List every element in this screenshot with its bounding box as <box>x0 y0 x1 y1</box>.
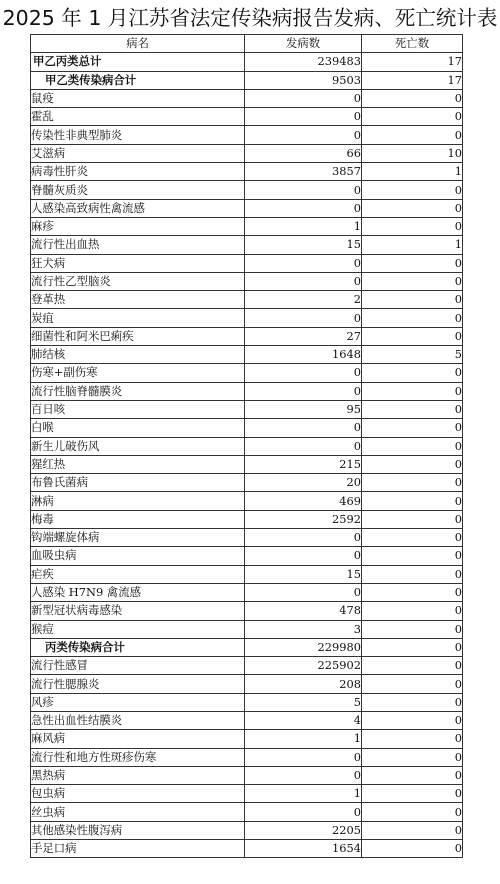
table-row <box>31 693 463 711</box>
table-row <box>31 199 463 217</box>
disease-name-cell: 包虫病 <box>31 785 245 803</box>
cases-cell: 0 <box>245 437 362 455</box>
cases-cell: 215 <box>245 455 362 473</box>
disease-name-cell: 肺结核 <box>31 346 245 364</box>
table-row <box>31 217 463 235</box>
deaths-cell: 0 <box>362 181 463 199</box>
disease-name-cell: 布鲁氏菌病 <box>31 474 245 492</box>
table-row <box>31 821 463 839</box>
table-body <box>31 53 463 858</box>
table-row <box>31 620 463 638</box>
disease-name-cell: 麻风病 <box>31 730 245 748</box>
cases-cell: 5 <box>245 693 362 711</box>
disease-name-cell: 甲乙类传染病合计 <box>31 71 245 89</box>
deaths-cell: 0 <box>362 400 463 418</box>
cases-cell: 2592 <box>245 510 362 528</box>
cases-cell: 0 <box>245 108 362 126</box>
cases-cell: 0 <box>245 199 362 217</box>
cases-cell: 66 <box>245 144 362 162</box>
table-row <box>31 602 463 620</box>
deaths-cell: 0 <box>362 327 463 345</box>
cases-cell: 0 <box>245 419 362 437</box>
cases-cell: 0 <box>245 547 362 565</box>
disease-name-cell: 人感染 H7N9 禽流感 <box>31 583 245 601</box>
cases-cell: 3857 <box>245 163 362 181</box>
deaths-cell: 0 <box>362 217 463 235</box>
cases-cell: 0 <box>245 272 362 290</box>
table-row <box>31 291 463 309</box>
cases-cell: 20 <box>245 474 362 492</box>
table-row <box>31 400 463 418</box>
deaths-cell: 0 <box>362 638 463 656</box>
table-row <box>31 547 463 565</box>
deaths-cell: 0 <box>362 840 463 858</box>
table-row <box>31 803 463 821</box>
deaths-cell: 1 <box>362 236 463 254</box>
cases-cell: 0 <box>245 309 362 327</box>
disease-name-cell: 梅毒 <box>31 510 245 528</box>
cases-cell: 0 <box>245 89 362 107</box>
disease-name-cell: 艾滋病 <box>31 144 245 162</box>
cases-cell: 239483 <box>245 53 362 71</box>
table-row <box>31 711 463 729</box>
cases-cell: 95 <box>245 400 362 418</box>
deaths-cell: 0 <box>362 199 463 217</box>
disease-name-cell: 霍乱 <box>31 108 245 126</box>
deaths-cell: 0 <box>362 602 463 620</box>
table-row <box>31 492 463 510</box>
table-row <box>31 272 463 290</box>
table-row <box>31 327 463 345</box>
cases-cell: 478 <box>245 602 362 620</box>
disease-name-cell: 甲乙丙类总计 <box>31 53 245 71</box>
table-header-row <box>31 35 463 53</box>
table-row <box>31 840 463 858</box>
disease-name-cell: 流行性脑脊髓膜炎 <box>31 382 245 400</box>
deaths-cell: 0 <box>362 821 463 839</box>
cases-cell: 0 <box>245 529 362 547</box>
cases-cell: 0 <box>245 748 362 766</box>
table-row <box>31 529 463 547</box>
table-row <box>31 144 463 162</box>
table-row <box>31 748 463 766</box>
header-cases: 发病数 <box>245 35 362 53</box>
deaths-cell: 0 <box>362 565 463 583</box>
cases-cell: 2 <box>245 291 362 309</box>
disease-name-cell: 流行性出血热 <box>31 236 245 254</box>
cases-cell: 469 <box>245 492 362 510</box>
deaths-cell: 0 <box>362 309 463 327</box>
deaths-cell: 0 <box>362 730 463 748</box>
table-row <box>31 766 463 784</box>
disease-name-cell: 丙类传染病合计 <box>31 638 245 656</box>
page-title: 2025 年 1 月江苏省法定传染病报告发病、死亡统计表 <box>2 6 498 30</box>
subtotal-row <box>31 71 463 89</box>
table-row <box>31 236 463 254</box>
disease-name-cell: 传染性非典型肺炎 <box>31 126 245 144</box>
deaths-cell: 0 <box>362 529 463 547</box>
table-row <box>31 455 463 473</box>
table-row <box>31 675 463 693</box>
cases-cell: 4 <box>245 711 362 729</box>
table-row <box>31 108 463 126</box>
disease-name-cell: 细菌性和阿米巴痢疾 <box>31 327 245 345</box>
deaths-cell: 0 <box>362 272 463 290</box>
table-row <box>31 364 463 382</box>
cases-cell: 0 <box>245 382 362 400</box>
disease-name-cell: 其他感染性腹泻病 <box>31 821 245 839</box>
cases-cell: 0 <box>245 364 362 382</box>
disease-name-cell: 疟疾 <box>31 565 245 583</box>
disease-name-cell: 钩端螺旋体病 <box>31 529 245 547</box>
disease-name-cell: 丝虫病 <box>31 803 245 821</box>
deaths-cell: 0 <box>362 474 463 492</box>
cases-cell: 15 <box>245 236 362 254</box>
cases-cell: 27 <box>245 327 362 345</box>
disease-name-cell: 血吸虫病 <box>31 547 245 565</box>
deaths-cell: 0 <box>362 711 463 729</box>
table-row <box>31 583 463 601</box>
table-row <box>31 309 463 327</box>
deaths-cell: 0 <box>362 419 463 437</box>
deaths-cell: 0 <box>362 803 463 821</box>
cases-cell: 0 <box>245 766 362 784</box>
disease-name-cell: 麻疹 <box>31 217 245 235</box>
disease-name-cell: 淋病 <box>31 492 245 510</box>
disease-name-cell: 黑热病 <box>31 766 245 784</box>
disease-name-cell: 猩红热 <box>31 455 245 473</box>
cases-cell: 225902 <box>245 657 362 675</box>
table-row <box>31 181 463 199</box>
cases-cell: 2205 <box>245 821 362 839</box>
deaths-cell: 5 <box>362 346 463 364</box>
disease-name-cell: 流行性乙型脑炎 <box>31 272 245 290</box>
deaths-cell: 0 <box>362 675 463 693</box>
deaths-cell: 0 <box>362 364 463 382</box>
cases-cell: 3 <box>245 620 362 638</box>
deaths-cell: 17 <box>362 53 463 71</box>
disease-name-cell: 登革热 <box>31 291 245 309</box>
deaths-cell: 0 <box>362 583 463 601</box>
deaths-cell: 0 <box>362 455 463 473</box>
deaths-cell: 0 <box>362 785 463 803</box>
deaths-cell: 17 <box>362 71 463 89</box>
header-disease-name: 病名 <box>31 35 245 53</box>
deaths-cell: 0 <box>362 510 463 528</box>
summary-row <box>31 53 463 71</box>
deaths-cell: 0 <box>362 291 463 309</box>
disease-name-cell: 风疹 <box>31 693 245 711</box>
table-row <box>31 89 463 107</box>
deaths-cell: 0 <box>362 693 463 711</box>
deaths-cell: 0 <box>362 620 463 638</box>
disease-name-cell: 手足口病 <box>31 840 245 858</box>
table-row <box>31 382 463 400</box>
table-row <box>31 785 463 803</box>
table-row <box>31 510 463 528</box>
disease-name-cell: 病毒性肝炎 <box>31 163 245 181</box>
deaths-cell: 0 <box>362 766 463 784</box>
cases-cell: 229980 <box>245 638 362 656</box>
deaths-cell: 0 <box>362 492 463 510</box>
cases-cell: 1648 <box>245 346 362 364</box>
disease-name-cell: 人感染高致病性禽流感 <box>31 199 245 217</box>
subtotal-row <box>31 638 463 656</box>
disease-name-cell: 脊髓灰质炎 <box>31 181 245 199</box>
deaths-cell: 0 <box>362 657 463 675</box>
table-row <box>31 730 463 748</box>
disease-name-cell: 白喉 <box>31 419 245 437</box>
disease-name-cell: 狂犬病 <box>31 254 245 272</box>
cases-cell: 0 <box>245 583 362 601</box>
deaths-cell: 0 <box>362 437 463 455</box>
cases-cell: 208 <box>245 675 362 693</box>
cases-cell: 15 <box>245 565 362 583</box>
disease-name-cell: 急性出血性结膜炎 <box>31 711 245 729</box>
deaths-cell: 0 <box>362 126 463 144</box>
table-row <box>31 163 463 181</box>
disease-name-cell: 百日咳 <box>31 400 245 418</box>
cases-cell: 1654 <box>245 840 362 858</box>
deaths-cell: 0 <box>362 547 463 565</box>
cases-cell: 1 <box>245 785 362 803</box>
disease-name-cell: 猴痘 <box>31 620 245 638</box>
table-row <box>31 254 463 272</box>
disease-name-cell: 鼠疫 <box>31 89 245 107</box>
table-row <box>31 474 463 492</box>
disease-name-cell: 新型冠状病毒感染 <box>31 602 245 620</box>
disease-name-cell: 流行性和地方性斑疹伤寒 <box>31 748 245 766</box>
disease-name-cell: 新生儿破伤风 <box>31 437 245 455</box>
deaths-cell: 0 <box>362 89 463 107</box>
cases-cell: 0 <box>245 181 362 199</box>
cases-cell: 0 <box>245 126 362 144</box>
table-row <box>31 419 463 437</box>
table-row <box>31 437 463 455</box>
disease-name-cell: 流行性感冒 <box>31 657 245 675</box>
disease-name-cell: 流行性腮腺炎 <box>31 675 245 693</box>
deaths-cell: 0 <box>362 748 463 766</box>
cases-cell: 1 <box>245 730 362 748</box>
table-row <box>31 657 463 675</box>
deaths-cell: 0 <box>362 108 463 126</box>
cases-cell: 1 <box>245 217 362 235</box>
deaths-cell: 0 <box>362 382 463 400</box>
table-row <box>31 346 463 364</box>
disease-name-cell: 伤寒+副伤寒 <box>31 364 245 382</box>
disease-name-cell: 炭疽 <box>31 309 245 327</box>
header-deaths: 死亡数 <box>362 35 463 53</box>
deaths-cell: 10 <box>362 144 463 162</box>
table-row <box>31 126 463 144</box>
deaths-cell: 1 <box>362 163 463 181</box>
statistics-table <box>30 34 463 858</box>
cases-cell: 0 <box>245 254 362 272</box>
cases-cell: 9503 <box>245 71 362 89</box>
cases-cell: 0 <box>245 803 362 821</box>
table-row <box>31 565 463 583</box>
deaths-cell: 0 <box>362 254 463 272</box>
